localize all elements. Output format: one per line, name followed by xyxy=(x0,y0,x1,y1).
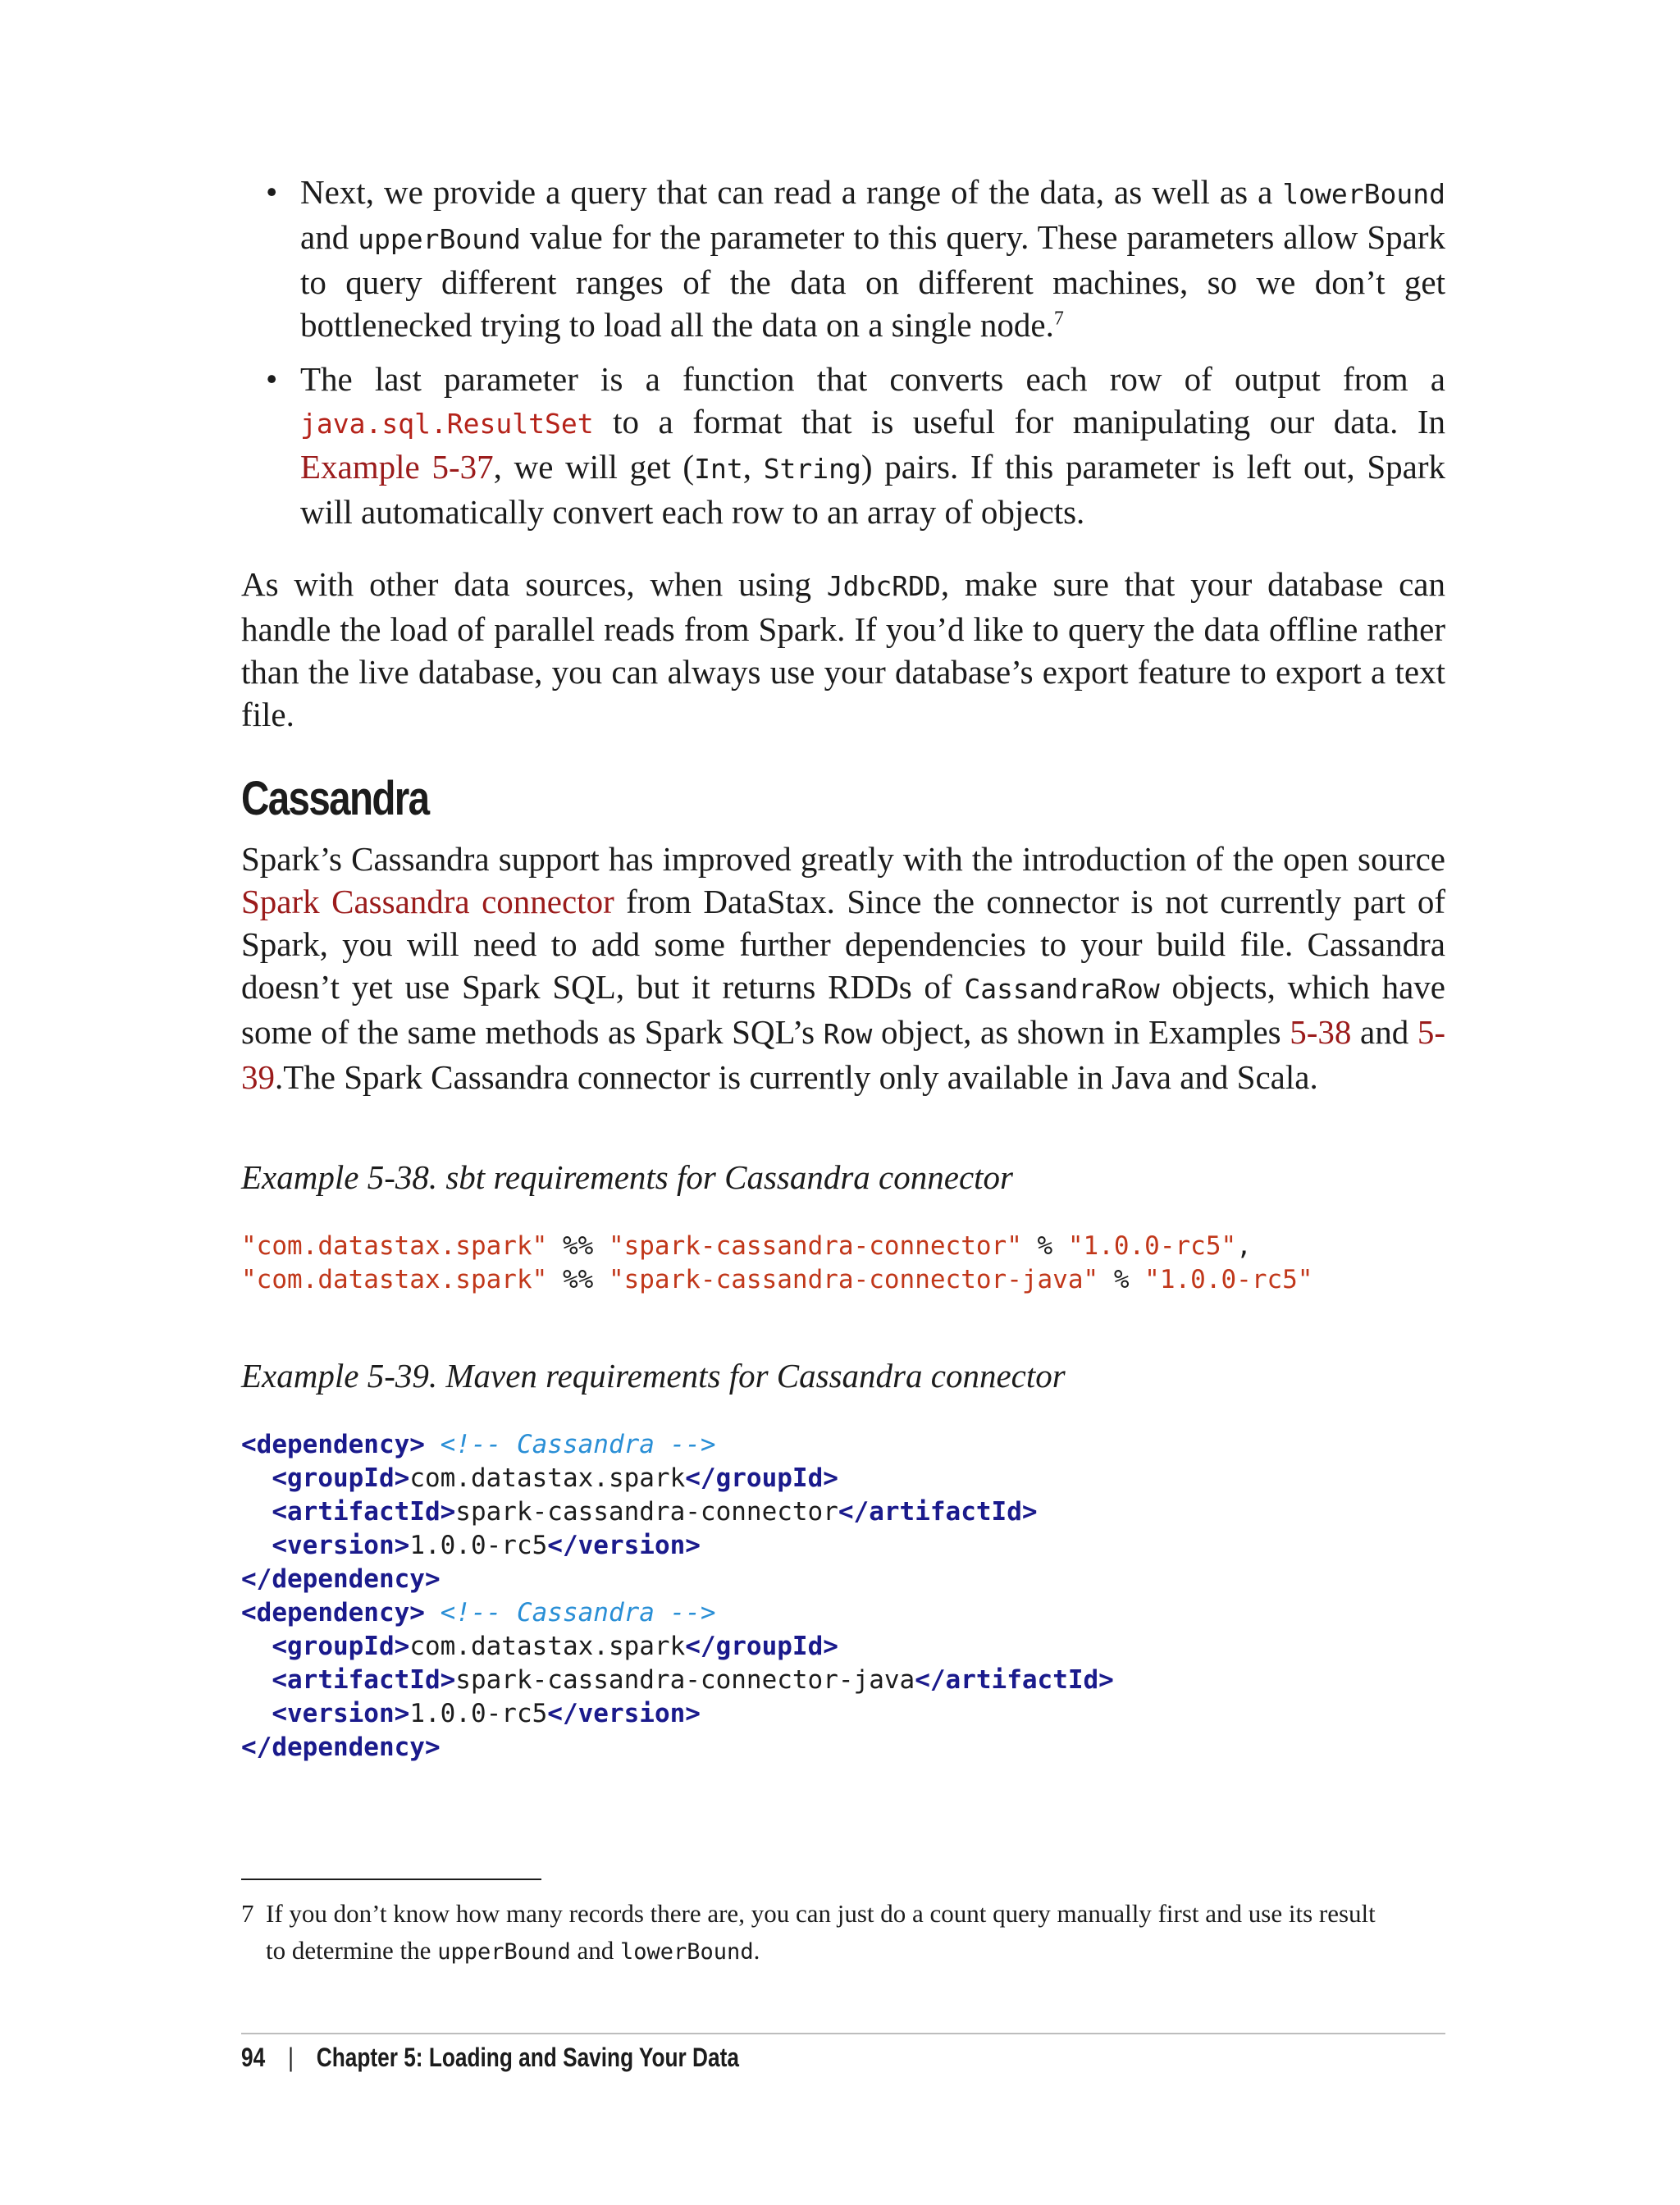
xml-tag: </groupId> xyxy=(685,1632,838,1661)
code-string: "spark-cassandra-connector" xyxy=(608,1231,1022,1261)
bullet-text: , xyxy=(742,448,764,486)
code-string: "com.datastax.spark" xyxy=(241,1231,548,1261)
footnote-text: If you don’t know how many records there are, you can just do a count query manually first and use its result xyxy=(266,1899,1376,1928)
footnote-7 xyxy=(241,1895,1445,1970)
section-heading: Cassandra xyxy=(241,772,429,825)
footnote-text: and xyxy=(570,1936,621,1965)
code-string: "com.datastax.spark" xyxy=(241,1265,548,1294)
page-content xyxy=(241,171,1445,1764)
para-text: object, as shown in Examples xyxy=(872,1013,1290,1051)
para-text: .The Spark Cassandra connector is currently only available in Java and Scala. xyxy=(275,1058,1318,1096)
para-text: , make sure that your database can handle the load of parallel reads from Spark. If you’d like to query the data offline rather than the live database, you can always use your database’s export feature to export a text file. xyxy=(241,565,1445,733)
code-operator: %% xyxy=(547,1231,609,1261)
xml-tag: </dependency> xyxy=(241,1564,441,1594)
link-example-5-39[interactable]: 5-39 xyxy=(241,1013,1445,1096)
xml-tag: </dependency> xyxy=(241,1732,441,1762)
inline-code-resultset: java.sql.ResultSet xyxy=(300,408,594,440)
bullet-text: value for the parameter to this query. These parameters allow Spark to query different ranges of the data on different machines, so we don’t get bottlenecked trying to load all the data on a single node. xyxy=(300,218,1445,344)
inline-code-row: Row xyxy=(823,1018,873,1050)
para-text: Spark’s Cassandra support has improved greatly with the introduction of the open source xyxy=(241,840,1445,878)
para-text: objects, which have some of the same methods as Spark SQL’s xyxy=(241,968,1445,1051)
xml-tag: </version> xyxy=(547,1531,701,1560)
xml-tag: <groupId> xyxy=(272,1632,410,1661)
xml-comment: <!-- Cassandra --> xyxy=(440,1430,716,1459)
xml-value: 1.0.0-rc5 xyxy=(409,1699,548,1728)
para-text: and xyxy=(1351,1013,1418,1051)
example-caption-5-39: Example 5-39. Maven requirements for Cassandra connector xyxy=(241,1357,1066,1395)
inline-code-upperbound: upperBound xyxy=(437,1939,571,1965)
bullet-marker: • xyxy=(266,173,278,211)
xml-value: com.datastax.spark xyxy=(409,1632,686,1661)
xml-value: 1.0.0-rc5 xyxy=(409,1531,548,1560)
xml-tag: <artifactId> xyxy=(272,1665,456,1695)
chapter-title: Chapter 5: Loading and Saving Your Data xyxy=(316,2043,739,2072)
xml-tag: </artifactId> xyxy=(915,1665,1114,1695)
code-block-sbt xyxy=(241,1230,1445,1297)
inline-code-int: Int xyxy=(694,453,743,485)
inline-code-jdbcrdd: JdbcRDD xyxy=(826,570,941,602)
inline-code-cassandrarow: CassandraRow xyxy=(964,973,1160,1005)
paragraph-cassandra xyxy=(241,838,1445,1098)
footer-divider xyxy=(241,2033,1445,2034)
code-string: "1.0.0-rc5" xyxy=(1067,1231,1237,1261)
bullet-text: and xyxy=(300,218,358,256)
code-operator: % xyxy=(1021,1231,1068,1261)
inline-code-string: String xyxy=(763,453,861,485)
paragraph-jdbcrdd xyxy=(241,563,1445,736)
xml-value: com.datastax.spark xyxy=(409,1463,686,1493)
xml-tag: <version> xyxy=(272,1531,410,1560)
xml-tag: </groupId> xyxy=(685,1463,838,1493)
bullet-text: Next, we provide a query that can read a range of the data, as well as a xyxy=(300,173,1283,211)
example-caption-5-38: Example 5-38. sbt requirements for Cassandra connector xyxy=(241,1158,1013,1196)
code-operator: %% xyxy=(547,1265,609,1294)
xml-tag: </artifactId> xyxy=(838,1497,1038,1527)
page-footer xyxy=(241,2039,739,2075)
xml-tag: </version> xyxy=(547,1699,701,1728)
bullet-marker: • xyxy=(266,360,278,398)
bullet-text: to a format that is useful for manipulating our data. In xyxy=(593,403,1445,441)
page-number: 94 xyxy=(241,2043,266,2072)
code-block-maven xyxy=(241,1428,1445,1764)
footnote-text: . xyxy=(753,1936,760,1965)
inline-code-lowerbound: lowerBound xyxy=(620,1939,754,1965)
bullet-list xyxy=(241,171,1445,533)
para-text: from DataStax. Since the connector is not currently part of Spark, you will need to add some further dependencies to your build file. Cassandra doesn’t yet use Spark SQL, but it returns RDDs of xyxy=(241,883,1445,1006)
xml-tag: <dependency> xyxy=(241,1430,425,1459)
code-punct: , xyxy=(1236,1231,1252,1261)
code-string: "spark-cassandra-connector-java" xyxy=(608,1265,1099,1294)
xml-tag: <dependency> xyxy=(241,1598,425,1628)
link-example-5-37[interactable]: Example 5-37 xyxy=(300,448,494,486)
inline-code-upperbound: upperBound xyxy=(358,223,521,255)
link-spark-cassandra-connector[interactable]: Spark Cassandra connector xyxy=(241,883,614,920)
xml-comment: <!-- Cassandra --> xyxy=(440,1598,716,1628)
bullet-text: The last parameter is a function that converts each row of output from a xyxy=(300,360,1445,398)
xml-value: spark-cassandra-connector-java xyxy=(455,1665,915,1695)
footnote-line-2 xyxy=(241,1932,1445,1970)
footnote-number: 7 xyxy=(241,1899,254,1928)
footnote-reference[interactable]: 7 xyxy=(1053,308,1064,330)
link-example-5-38[interactable]: 5-38 xyxy=(1290,1013,1352,1051)
xml-tag: <artifactId> xyxy=(272,1497,456,1527)
bullet-item-query-range xyxy=(241,171,1445,346)
footnote-divider xyxy=(241,1879,541,1880)
xml-tag: <version> xyxy=(272,1699,410,1728)
bullet-text: ) pairs. If this parameter is left out, Spark will automatically convert each row to an array of objects. xyxy=(300,448,1445,531)
footnote-line-1 xyxy=(241,1895,1445,1932)
xml-tag: <groupId> xyxy=(272,1463,410,1493)
inline-code-lowerbound: lowerBound xyxy=(1282,178,1445,210)
bullet-item-last-parameter xyxy=(241,358,1445,533)
code-operator: % xyxy=(1098,1265,1145,1294)
code-string: "1.0.0-rc5" xyxy=(1144,1265,1313,1294)
footnote-text: to determine the xyxy=(266,1936,438,1965)
xml-value: spark-cassandra-connector xyxy=(455,1497,838,1527)
footer-separator: | xyxy=(288,2043,294,2072)
bullet-text: , we will get ( xyxy=(493,448,695,486)
para-text: As with other data sources, when using xyxy=(241,565,827,603)
